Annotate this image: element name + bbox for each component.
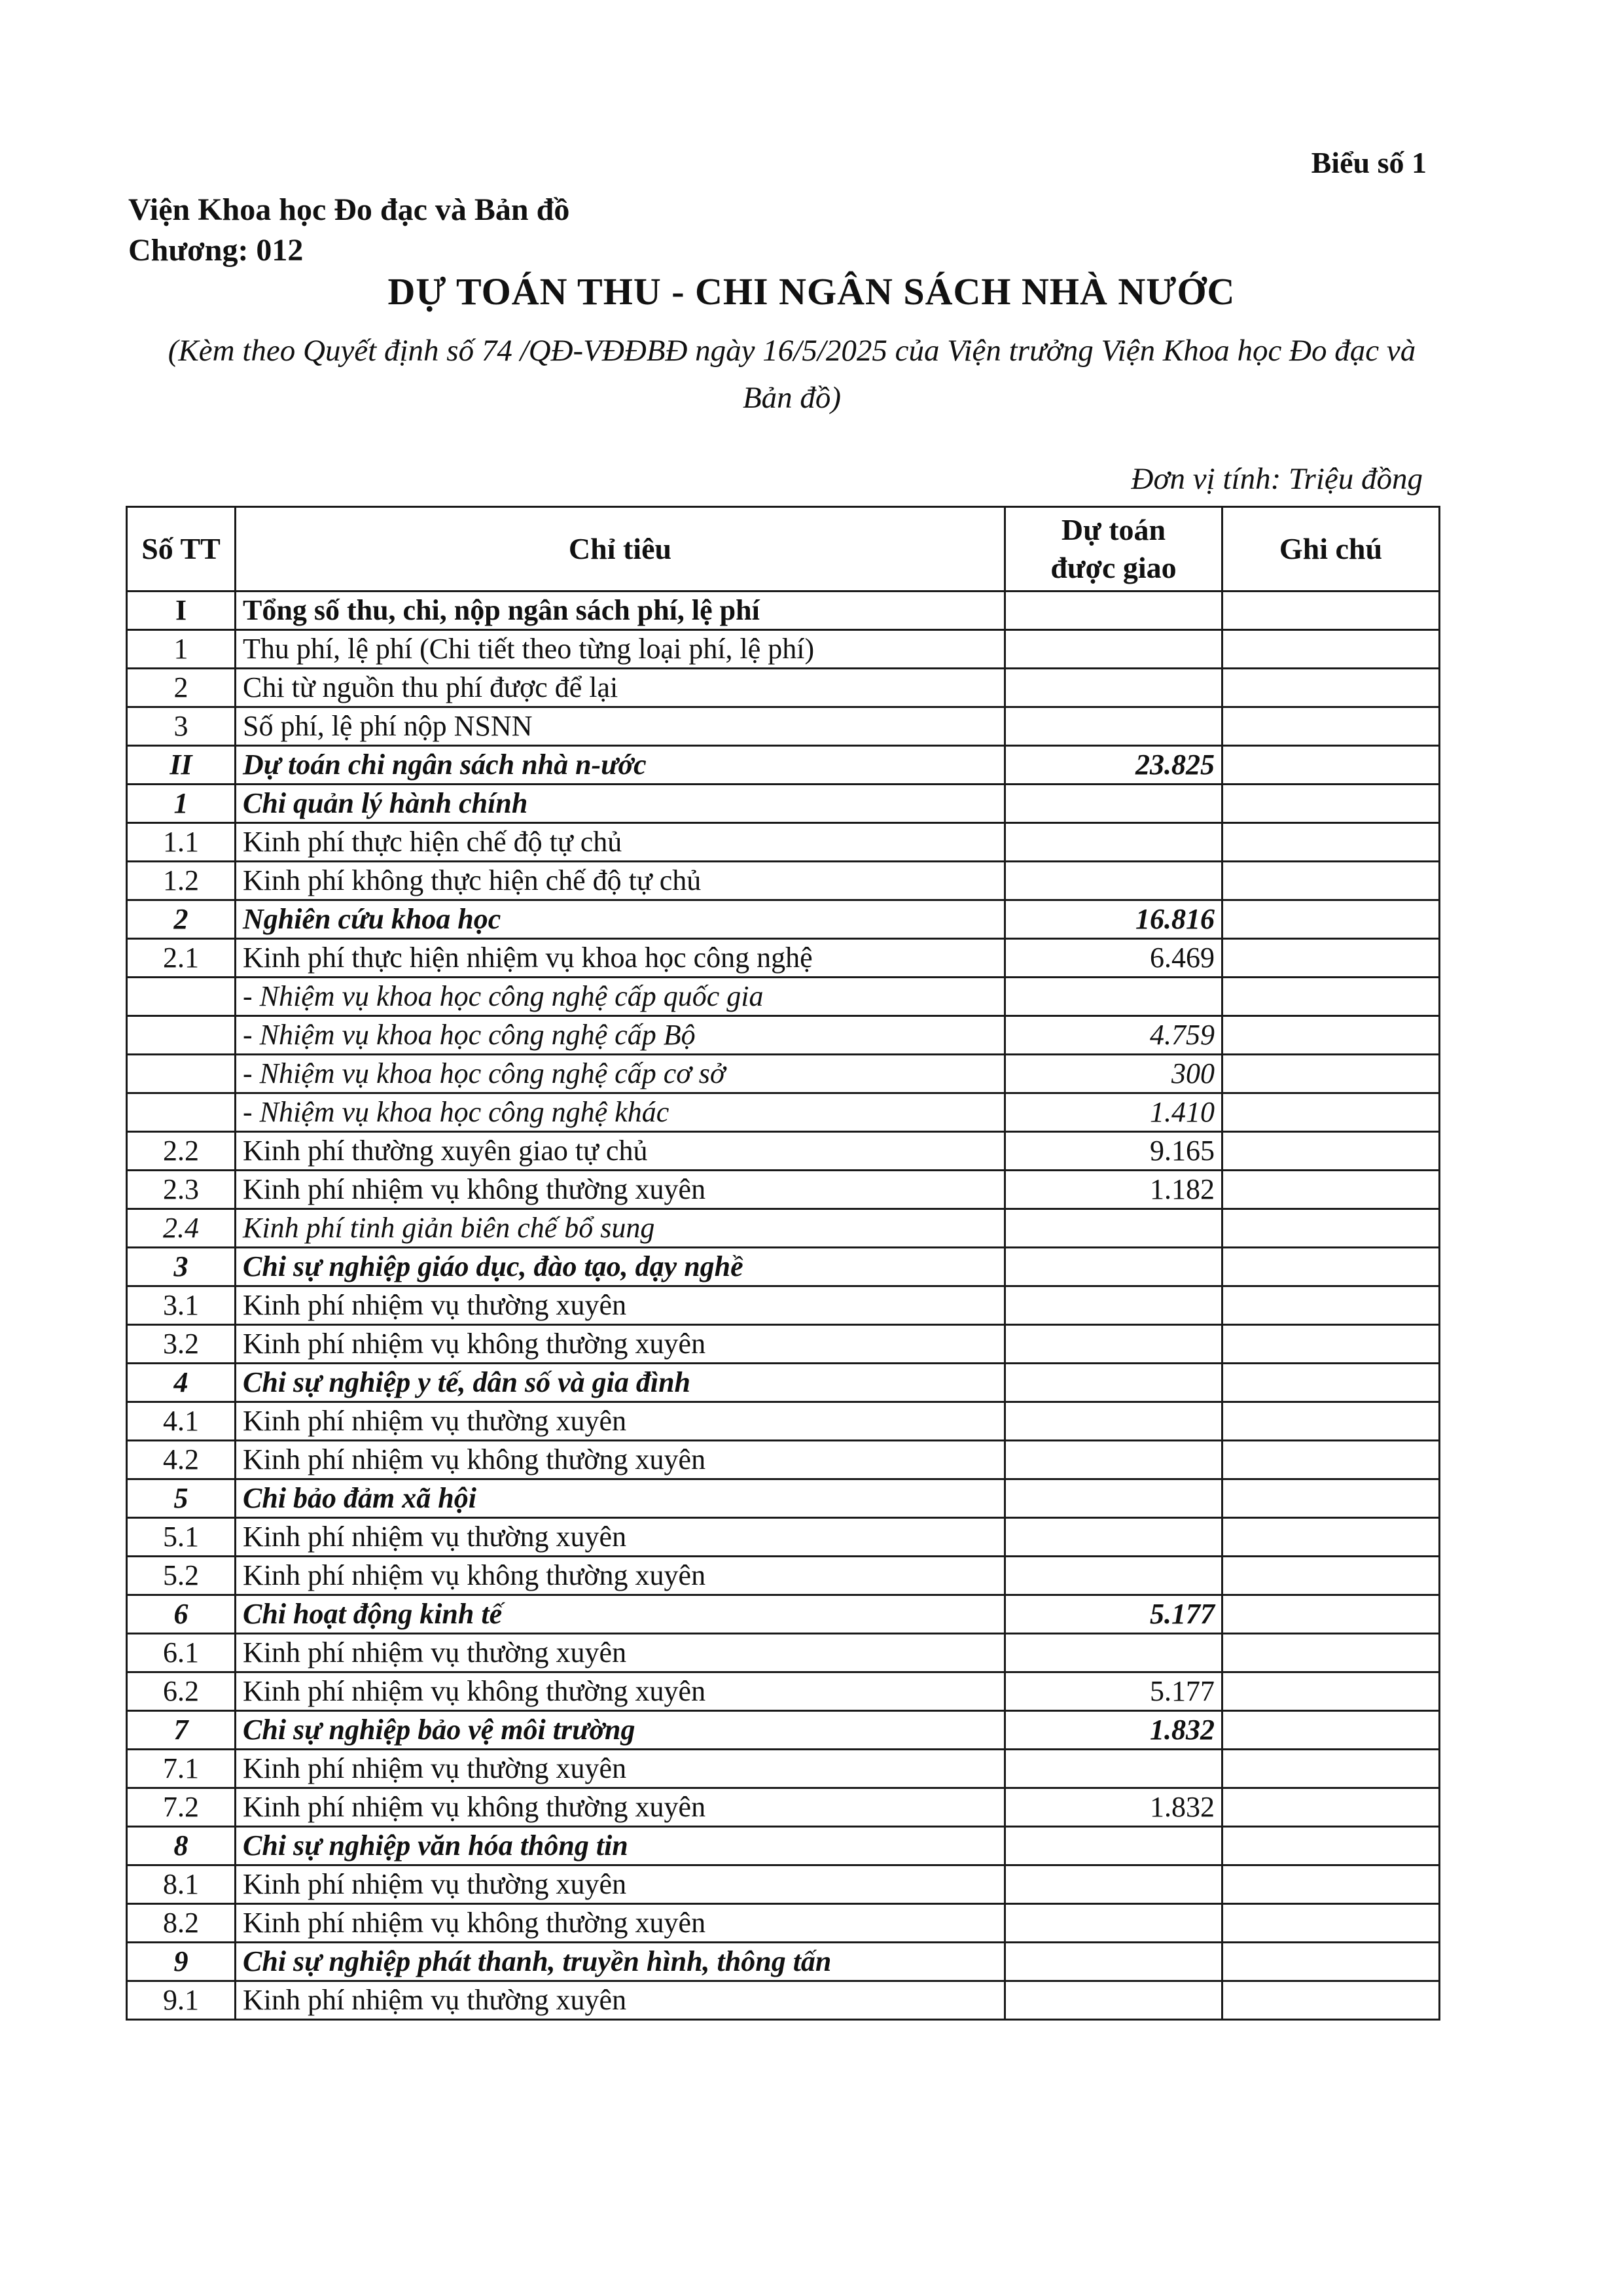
row-name: Chi sự nghiệp văn hóa thông tin <box>236 1827 1005 1865</box>
row-note <box>1222 1750 1440 1788</box>
row-stt: 7.1 <box>127 1750 236 1788</box>
row-value <box>1005 1441 1222 1479</box>
table-row <box>127 1055 1440 1093</box>
row-note <box>1222 1132 1440 1171</box>
row-note <box>1222 1788 1440 1827</box>
row-name: Chi sự nghiệp giáo dục, đào tạo, dạy nghề <box>236 1248 1005 1286</box>
row-note <box>1222 823 1440 862</box>
row-value: 1.182 <box>1005 1171 1222 1209</box>
row-name: Kinh phí nhiệm vụ không thường xuyên <box>236 1904 1005 1943</box>
row-stt: 2 <box>127 669 236 707</box>
table-header-row <box>127 507 1440 592</box>
table-row <box>127 978 1440 1016</box>
row-stt: 9 <box>127 1943 236 1981</box>
budget-table-body <box>127 592 1440 2020</box>
row-stt: 1.2 <box>127 862 236 900</box>
table-row <box>127 1132 1440 1171</box>
table-row <box>127 1672 1440 1711</box>
row-name: Chi từ nguồn thu phí được để lại <box>236 669 1005 707</box>
row-stt: 6 <box>127 1595 236 1634</box>
row-note <box>1222 1479 1440 1518</box>
row-note <box>1222 1672 1440 1711</box>
row-name: Tổng số thu, chi, nộp ngân sách phí, lệ phí <box>236 592 1005 630</box>
row-note <box>1222 1518 1440 1557</box>
header-value-label: Dự toán được giao <box>1050 513 1177 584</box>
row-name: Kinh phí thường xuyên giao tự chủ <box>236 1132 1005 1171</box>
header-note: Ghi chú <box>1222 507 1440 592</box>
row-note <box>1222 1364 1440 1402</box>
row-value <box>1005 707 1222 746</box>
row-name: Chi bảo đảm xã hội <box>236 1479 1005 1518</box>
row-note <box>1222 1981 1440 2020</box>
row-note <box>1222 1634 1440 1672</box>
table-row <box>127 1171 1440 1209</box>
row-name: - Nhiệm vụ khoa học công nghệ khác <box>236 1093 1005 1132</box>
row-stt: 6.2 <box>127 1672 236 1711</box>
row-value <box>1005 785 1222 823</box>
row-value <box>1005 862 1222 900</box>
row-name: Kinh phí nhiệm vụ thường xuyên <box>236 1865 1005 1904</box>
row-value <box>1005 1943 1222 1981</box>
row-name: Kinh phí nhiệm vụ không thường xuyên <box>236 1325 1005 1364</box>
chapter-code: Chương: 012 <box>128 233 304 268</box>
row-note <box>1222 1286 1440 1325</box>
row-stt: 4.1 <box>127 1402 236 1441</box>
header-value <box>1005 507 1222 592</box>
table-row <box>127 1209 1440 1248</box>
row-name: Kinh phí không thực hiện chế độ tự chủ <box>236 862 1005 900</box>
document-subtitle: (Kèm theo Quyết định số 74 /QĐ-VĐĐBĐ ngày 16/5/2025 của Viện trưởng Viện Khoa học Đo đạc và Bản đồ) <box>168 334 1416 415</box>
row-value: 6.469 <box>1005 939 1222 978</box>
row-stt: 5.2 <box>127 1557 236 1595</box>
row-name: Kinh phí nhiệm vụ thường xuyên <box>236 1518 1005 1557</box>
row-note <box>1222 1711 1440 1750</box>
row-stt: 1 <box>127 630 236 669</box>
unit-label: Đơn vị tính: Triệu đồng <box>1131 462 1423 496</box>
row-stt: 3 <box>127 707 236 746</box>
row-value: 9.165 <box>1005 1132 1222 1171</box>
row-note <box>1222 1325 1440 1364</box>
row-stt: 2.4 <box>127 1209 236 1248</box>
row-value <box>1005 1402 1222 1441</box>
table-row <box>127 669 1440 707</box>
table-row <box>127 1750 1440 1788</box>
table-row <box>127 1093 1440 1132</box>
row-note <box>1222 1055 1440 1093</box>
row-name: Kinh phí thực hiện chế độ tự chủ <box>236 823 1005 862</box>
row-stt: 4.2 <box>127 1441 236 1479</box>
row-value: 1.410 <box>1005 1093 1222 1132</box>
row-value <box>1005 1904 1222 1943</box>
row-stt: II <box>127 746 236 785</box>
row-note <box>1222 1171 1440 1209</box>
table-row <box>127 592 1440 630</box>
row-stt <box>127 1016 236 1055</box>
row-stt: 5.1 <box>127 1518 236 1557</box>
row-stt: 7.2 <box>127 1788 236 1827</box>
row-value: 300 <box>1005 1055 1222 1093</box>
table-row <box>127 823 1440 862</box>
table-row <box>127 1364 1440 1402</box>
row-value <box>1005 1634 1222 1672</box>
table-row <box>127 939 1440 978</box>
row-stt: 7 <box>127 1711 236 1750</box>
row-stt: 2.3 <box>127 1171 236 1209</box>
row-name: Kinh phí nhiệm vụ thường xuyên <box>236 1634 1005 1672</box>
table-row <box>127 1827 1440 1865</box>
row-name: Kinh phí nhiệm vụ thường xuyên <box>236 1286 1005 1325</box>
row-note <box>1222 1248 1440 1286</box>
table-row <box>127 1518 1440 1557</box>
row-value <box>1005 1479 1222 1518</box>
table-row <box>127 1788 1440 1827</box>
row-stt: 3 <box>127 1248 236 1286</box>
row-stt <box>127 1093 236 1132</box>
row-stt: 8 <box>127 1827 236 1865</box>
row-name: Nghiên cứu khoa học <box>236 900 1005 939</box>
budget-table <box>126 506 1440 2021</box>
row-name: Dự toán chi ngân sách nhà n-ước <box>236 746 1005 785</box>
table-row <box>127 707 1440 746</box>
table-row <box>127 1286 1440 1325</box>
table-row <box>127 1557 1440 1595</box>
organization-block <box>128 190 569 271</box>
row-value <box>1005 1325 1222 1364</box>
row-note <box>1222 592 1440 630</box>
row-name: Kinh phí nhiệm vụ không thường xuyên <box>236 1441 1005 1479</box>
row-value <box>1005 1286 1222 1325</box>
table-row <box>127 1943 1440 1981</box>
row-value <box>1005 592 1222 630</box>
document-title: DỰ TOÁN THU - CHI NGÂN SÁCH NHÀ NƯỚC <box>387 270 1236 313</box>
row-name: Kinh phí thực hiện nhiệm vụ khoa học công nghệ <box>236 939 1005 978</box>
row-value: 16.816 <box>1005 900 1222 939</box>
table-row <box>127 1981 1440 2020</box>
row-value <box>1005 1750 1222 1788</box>
row-note <box>1222 1209 1440 1248</box>
row-name: - Nhiệm vụ khoa học công nghệ cấp Bộ <box>236 1016 1005 1055</box>
row-name: Kinh phí nhiệm vụ không thường xuyên <box>236 1672 1005 1711</box>
row-stt: 1 <box>127 785 236 823</box>
row-stt: 8.1 <box>127 1865 236 1904</box>
row-value <box>1005 1364 1222 1402</box>
table-row <box>127 1325 1440 1364</box>
organization-name: Viện Khoa học Đo đạc và Bản đồ <box>128 192 570 227</box>
row-name: Chi hoạt động kinh tế <box>236 1595 1005 1634</box>
row-value: 1.832 <box>1005 1711 1222 1750</box>
row-stt: 3.2 <box>127 1325 236 1364</box>
table-row <box>127 1016 1440 1055</box>
row-note <box>1222 630 1440 669</box>
table-row <box>127 1248 1440 1286</box>
row-value: 23.825 <box>1005 746 1222 785</box>
row-value <box>1005 1981 1222 2020</box>
row-name: Kinh phí nhiệm vụ thường xuyên <box>236 1750 1005 1788</box>
row-value <box>1005 1865 1222 1904</box>
row-stt <box>127 1055 236 1093</box>
row-stt: 9.1 <box>127 1981 236 2020</box>
row-note <box>1222 707 1440 746</box>
row-stt: 6.1 <box>127 1634 236 1672</box>
table-row <box>127 1595 1440 1634</box>
row-name: Kinh phí nhiệm vụ thường xuyên <box>236 1981 1005 2020</box>
row-value <box>1005 1827 1222 1865</box>
form-number: Biểu số 1 <box>1311 146 1427 179</box>
row-note <box>1222 1016 1440 1055</box>
row-name: Kinh phí nhiệm vụ không thường xuyên <box>236 1171 1005 1209</box>
row-stt: 2 <box>127 900 236 939</box>
table-row <box>127 746 1440 785</box>
row-stt: 4 <box>127 1364 236 1402</box>
row-value <box>1005 978 1222 1016</box>
row-value: 5.177 <box>1005 1672 1222 1711</box>
row-name: Thu phí, lệ phí (Chi tiết theo từng loại phí, lệ phí) <box>236 630 1005 669</box>
row-stt <box>127 978 236 1016</box>
row-name: - Nhiệm vụ khoa học công nghệ cấp quốc gia <box>236 978 1005 1016</box>
row-value <box>1005 1248 1222 1286</box>
row-name: Kinh phí nhiệm vụ không thường xuyên <box>236 1557 1005 1595</box>
row-note <box>1222 978 1440 1016</box>
row-name: Kinh phí tinh giản biên chế bổ sung <box>236 1209 1005 1248</box>
row-value <box>1005 1557 1222 1595</box>
row-value <box>1005 823 1222 862</box>
row-name: Số phí, lệ phí nộp NSNN <box>236 707 1005 746</box>
table-row <box>127 1634 1440 1672</box>
row-value: 1.832 <box>1005 1788 1222 1827</box>
row-note <box>1222 1595 1440 1634</box>
row-name: Kinh phí nhiệm vụ không thường xuyên <box>236 1788 1005 1827</box>
row-stt: 5 <box>127 1479 236 1518</box>
row-note <box>1222 939 1440 978</box>
table-row <box>127 1904 1440 1943</box>
header-stt: Số TT <box>127 507 236 592</box>
row-note <box>1222 1865 1440 1904</box>
table-row <box>127 900 1440 939</box>
row-note <box>1222 1441 1440 1479</box>
row-note <box>1222 746 1440 785</box>
header-name: Chỉ tiêu <box>236 507 1005 592</box>
row-name: - Nhiệm vụ khoa học công nghệ cấp cơ sở <box>236 1055 1005 1093</box>
row-name: Chi sự nghiệp phát thanh, truyền hình, thông tấn <box>236 1943 1005 1981</box>
row-name: Chi sự nghiệp bảo vệ môi trường <box>236 1711 1005 1750</box>
row-stt: 8.2 <box>127 1904 236 1943</box>
row-value <box>1005 1209 1222 1248</box>
row-note <box>1222 1943 1440 1981</box>
row-note <box>1222 1904 1440 1943</box>
row-note <box>1222 1827 1440 1865</box>
row-note <box>1222 1557 1440 1595</box>
row-stt: I <box>127 592 236 630</box>
row-stt: 2.1 <box>127 939 236 978</box>
table-row <box>127 1865 1440 1904</box>
row-value <box>1005 1518 1222 1557</box>
table-row <box>127 1711 1440 1750</box>
row-stt: 3.1 <box>127 1286 236 1325</box>
row-value: 5.177 <box>1005 1595 1222 1634</box>
row-note <box>1222 862 1440 900</box>
row-stt: 2.2 <box>127 1132 236 1171</box>
row-note <box>1222 1093 1440 1132</box>
table-row <box>127 785 1440 823</box>
row-value <box>1005 630 1222 669</box>
row-note <box>1222 900 1440 939</box>
row-name: Chi quản lý hành chính <box>236 785 1005 823</box>
row-name: Chi sự nghiệp y tế, dân số và gia đình <box>236 1364 1005 1402</box>
row-value: 4.759 <box>1005 1016 1222 1055</box>
table-row <box>127 630 1440 669</box>
table-row <box>127 862 1440 900</box>
row-note <box>1222 669 1440 707</box>
table-row <box>127 1402 1440 1441</box>
table-row <box>127 1441 1440 1479</box>
row-name: Kinh phí nhiệm vụ thường xuyên <box>236 1402 1005 1441</box>
row-note <box>1222 1402 1440 1441</box>
table-row <box>127 1479 1440 1518</box>
row-note <box>1222 785 1440 823</box>
row-stt: 1.1 <box>127 823 236 862</box>
row-value <box>1005 669 1222 707</box>
